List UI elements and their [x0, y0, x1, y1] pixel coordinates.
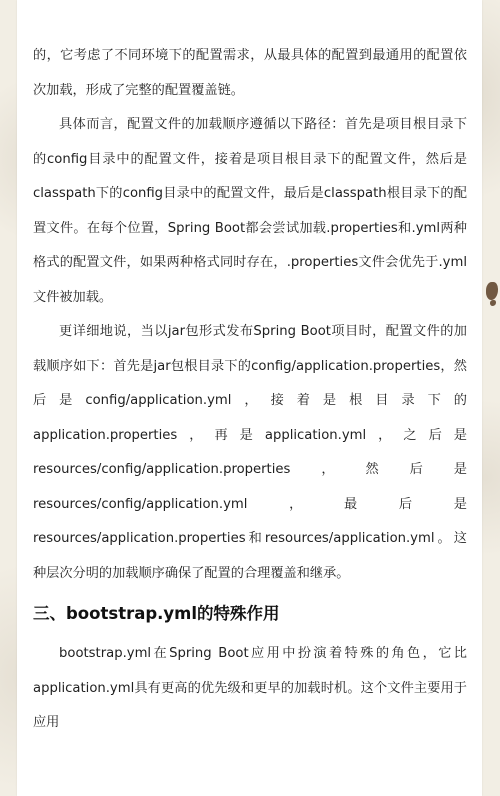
- paragraph-continuation: 的，它考虑了不同环境下的配置需求，从最具体的配置到最通用的配置依次加载，形成了完整的配置覆盖链。: [33, 48, 467, 98]
- paragraph-jar-load-order: 更详细地说，当以jar包形式发布Spring Boot项目时，配置文件的加载顺序如下：首先是jar包根目录下的config/application.properties，然后是config/application.yml，接着是根目录下的application.properties，再是application.yml，之后是resources/config/application.properties，然后是resources/config/application.yml，最后是resources/application.properties和resources/application.yml。这种层次分明的加载顺序确保了配置的合理覆盖和继承。: [33, 324, 467, 581]
- paragraph-load-order-paths: 具体而言，配置文件的加载顺序遵循以下路径：首先是项目根目录下的config目录中的配置文件，接着是项目根目录下的配置文件，然后是classpath下的config目录中的配置文件，最后是classpath根目录下的配置文件。在每个位置，Spring Boot都会尝试加载.properties和.yml两种格式的配置文件，如果两种格式同时存在，.properties文件会优先于.yml文件被加载。: [33, 117, 467, 305]
- paragraph-bootstrap-yml: bootstrap.yml在Spring Boot应用中扮演着特殊的角色，它比application.yml具有更高的优先级和更早的加载时机。这个文件主要用于应用: [33, 646, 467, 730]
- section-heading: 三、bootstrap.yml的特殊作用: [33, 604, 280, 623]
- document-page: [17, 0, 482, 796]
- document-body: [33, 39, 467, 741]
